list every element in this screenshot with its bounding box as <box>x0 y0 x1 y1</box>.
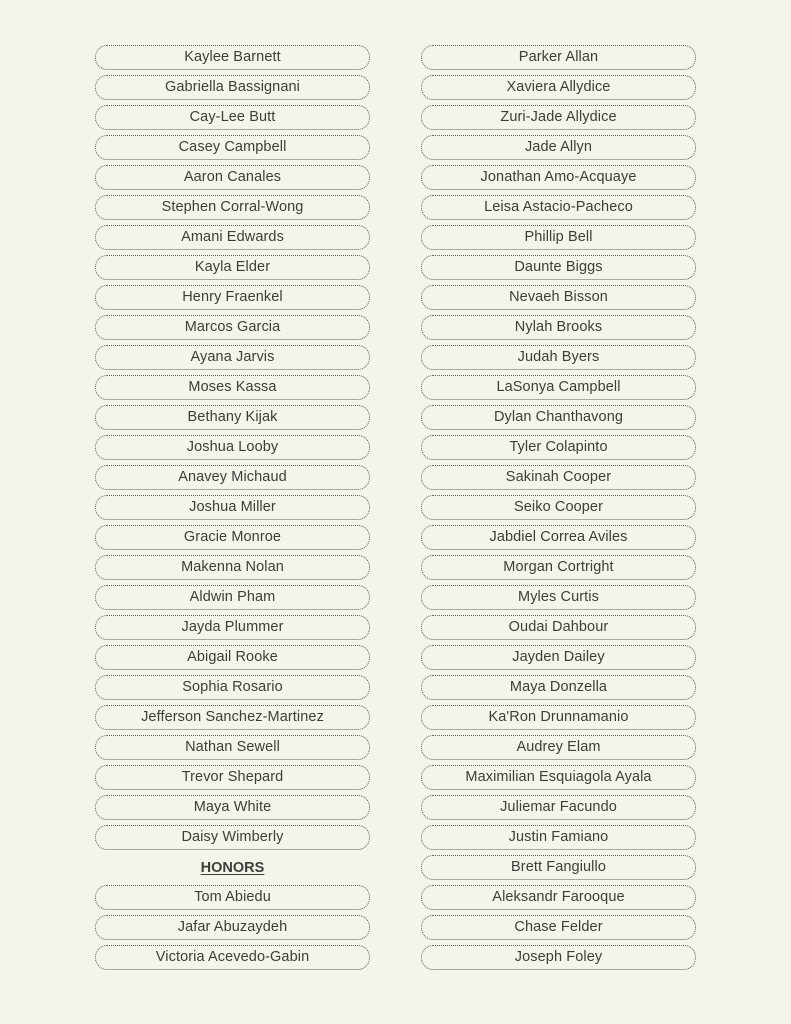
name-entry: Joshua Miller <box>95 495 370 520</box>
name-entry: Sophia Rosario <box>95 675 370 700</box>
name-entry: Nylah Brooks <box>421 315 696 340</box>
name-entry: Gracie Monroe <box>95 525 370 550</box>
name-entry: Jonathan Amo-Acquaye <box>421 165 696 190</box>
name-entry: Anavey Michaud <box>95 465 370 490</box>
name-entry: Jefferson Sanchez-Martinez <box>95 705 370 730</box>
name-entry: Jafar Abuzaydeh <box>95 915 370 940</box>
name-entry: Moses Kassa <box>95 375 370 400</box>
name-entry: Myles Curtis <box>421 585 696 610</box>
name-entry: Jade Allyn <box>421 135 696 160</box>
name-entry: Joshua Looby <box>95 435 370 460</box>
name-entry: Maya White <box>95 795 370 820</box>
name-entry: Amani Edwards <box>95 225 370 250</box>
left-name-column <box>95 45 370 975</box>
name-entry: Zuri-Jade Allydice <box>421 105 696 130</box>
name-entry: Joseph Foley <box>421 945 696 970</box>
name-entry: Seiko Cooper <box>421 495 696 520</box>
name-entry: Cay-Lee Butt <box>95 105 370 130</box>
name-entry: Justin Famiano <box>421 825 696 850</box>
name-entry: Ka'Ron Drunnamanio <box>421 705 696 730</box>
name-entry: Daisy Wimberly <box>95 825 370 850</box>
name-entry: Morgan Cortright <box>421 555 696 580</box>
name-entry: Aldwin Pham <box>95 585 370 610</box>
name-entry: Nathan Sewell <box>95 735 370 760</box>
name-entry: Gabriella Bassignani <box>95 75 370 100</box>
name-entry: Marcos Garcia <box>95 315 370 340</box>
name-entry: Daunte Biggs <box>421 255 696 280</box>
name-entry: Audrey Elam <box>421 735 696 760</box>
name-entry: Aaron Canales <box>95 165 370 190</box>
name-entry: Sakinah Cooper <box>421 465 696 490</box>
name-entry: Makenna Nolan <box>95 555 370 580</box>
name-entry: Henry Fraenkel <box>95 285 370 310</box>
name-entry: Nevaeh Bisson <box>421 285 696 310</box>
name-entry: Trevor Shepard <box>95 765 370 790</box>
name-entry: Brett Fangiullo <box>421 855 696 880</box>
name-entry: Abigail Rooke <box>95 645 370 670</box>
right-name-column <box>421 45 696 975</box>
name-entry: Tom Abiedu <box>95 885 370 910</box>
name-entry: Xaviera Allydice <box>421 75 696 100</box>
name-entry: Kaylee Barnett <box>95 45 370 70</box>
name-entry: Phillip Bell <box>421 225 696 250</box>
name-entry: Jayden Dailey <box>421 645 696 670</box>
name-entry: Parker Allan <box>421 45 696 70</box>
name-entry: Maya Donzella <box>421 675 696 700</box>
honors-heading: HONORS <box>200 859 265 876</box>
name-entry: Maximilian Esquiagola Ayala <box>421 765 696 790</box>
name-entry: Kayla Elder <box>95 255 370 280</box>
name-entry: Leisa Astacio-Pacheco <box>421 195 696 220</box>
name-entry: Juliemar Facundo <box>421 795 696 820</box>
name-entry: Jayda Plummer <box>95 615 370 640</box>
name-entry: Jabdiel Correa Aviles <box>421 525 696 550</box>
name-entry: Chase Felder <box>421 915 696 940</box>
name-entry: Judah Byers <box>421 345 696 370</box>
name-entry: Ayana Jarvis <box>95 345 370 370</box>
name-entry: Oudai Dahbour <box>421 615 696 640</box>
name-entry: Aleksandr Farooque <box>421 885 696 910</box>
name-entry: LaSonya Campbell <box>421 375 696 400</box>
name-entry: Tyler Colapinto <box>421 435 696 460</box>
name-entry: Bethany Kijak <box>95 405 370 430</box>
name-entry: Victoria Acevedo-Gabin <box>95 945 370 970</box>
name-entry: Stephen Corral-Wong <box>95 195 370 220</box>
name-entry: Casey Campbell <box>95 135 370 160</box>
name-entry: Dylan Chanthavong <box>421 405 696 430</box>
